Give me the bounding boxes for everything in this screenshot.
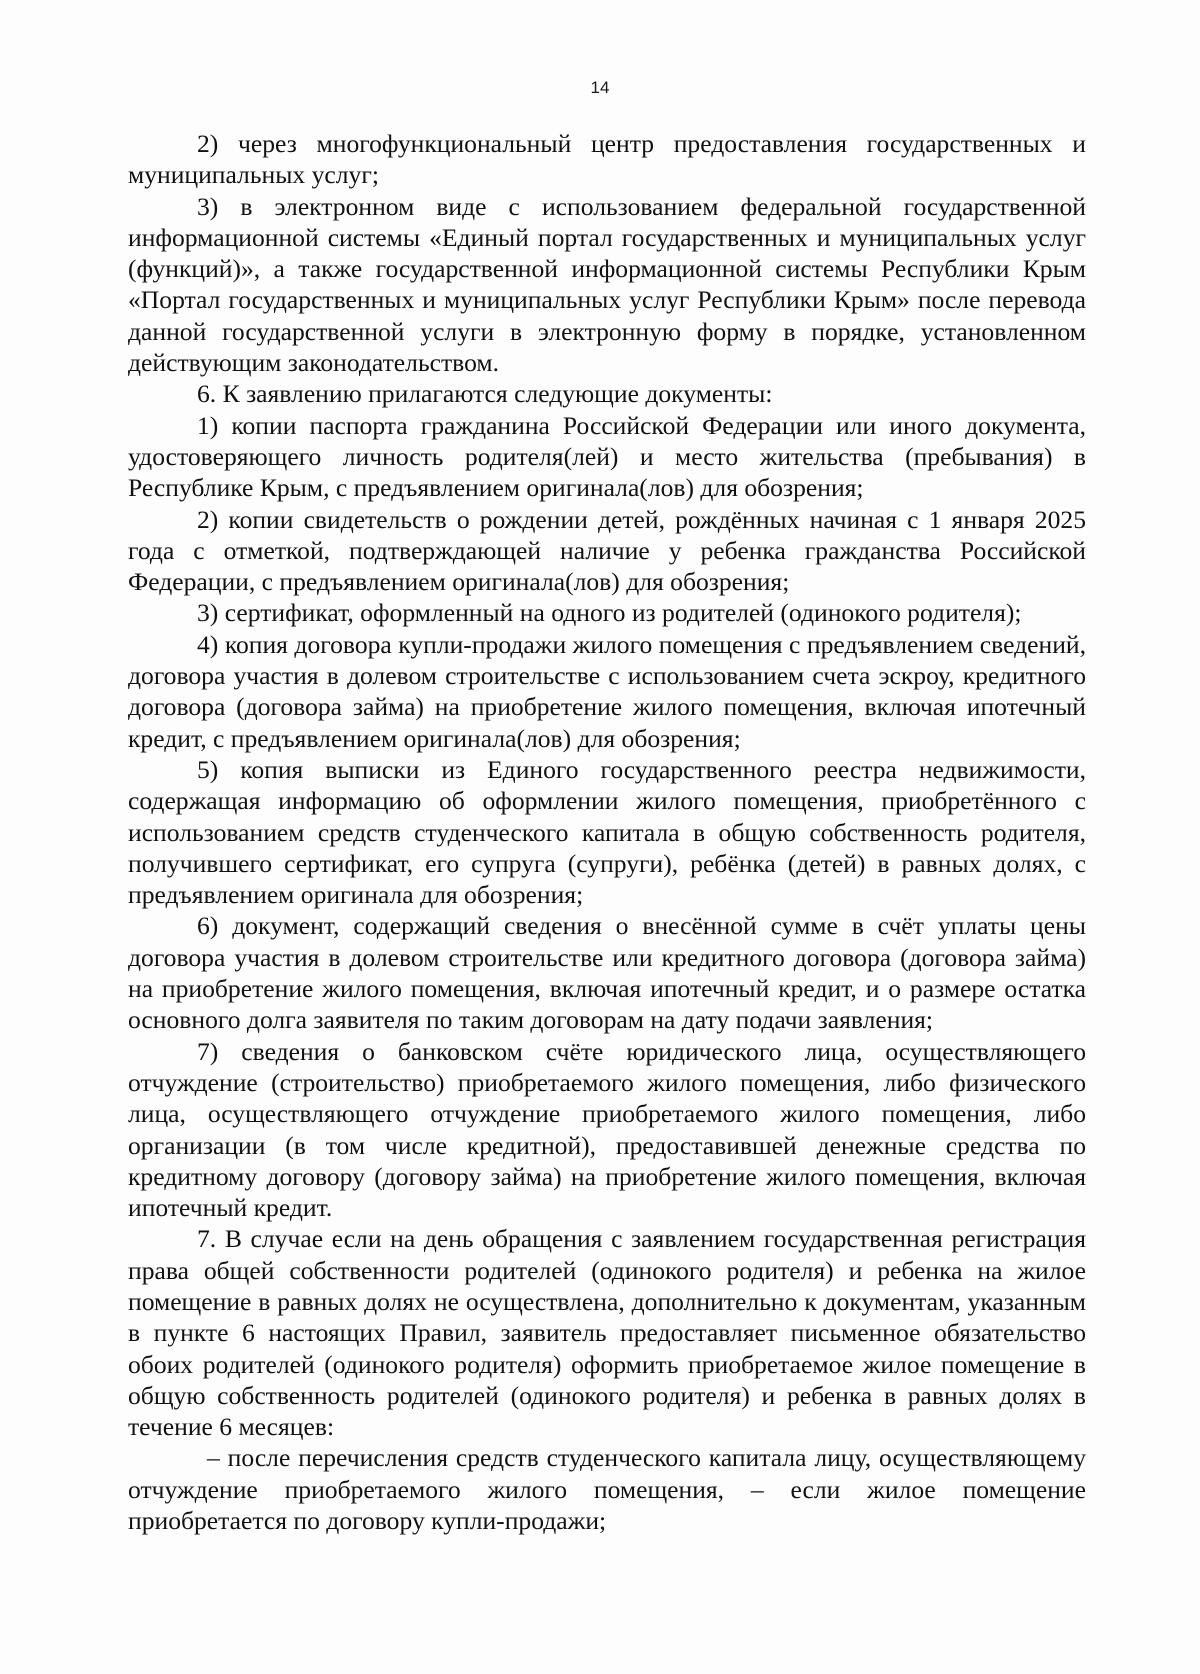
paragraph-clause-7: 7. В случае если на день обращения с заявлением государственная регистрация права общей собственности родителей (одинокого родителя) и ребенка на жилое помещение в равных долях не осуществлена, дополнительно к документам, указанным в пункте 6 настоящих Правил, заявитель предоставляет письменное обязательство обоих родителей (одинокого родителя) оформить приобретаемое жилое помещение в общую собственность родителей (одинокого родителя) и ребенка в равных долях в течение 6 месяцев: [128, 1224, 1086, 1442]
paragraph-clause-6: 6. К заявлению прилагаются следующие документы: [197, 379, 773, 409]
paragraph-doc-2-birth-certificates: 2) копии свидетельств о рождении детей, рождённых начиная с 1 января 2025 года с отметкой, подтверждающей наличие у ребенка гражданства Российской Федерации, с предъявлением оригинала(лов) для обозрения; [128, 504, 1086, 597]
paragraph-item-3-electronic: 3) в электронном виде с использованием федеральной государственной информационной системы «Единый портал государственных и муниципальных услуг (функций)», а также государственной информационной системы Республики Крым «Портал государственных и муниципальных услуг Республики Крым» после перевода данной государственной услуги в электронную форму в порядке, установленном действующим законодательством. [128, 191, 1086, 378]
paragraph-item-2-mfc: 2) через многофункциональный центр предоставления государственных и муниципальных услуг; [128, 129, 1086, 190]
paragraph-doc-3-certificate: 3) сертификат, оформленный на одного из родителей (одинокого родителя); [197, 598, 1022, 628]
paragraph-doc-4-contract: 4) копия договора купли-продажи жилого помещения с предъявлением сведений, договора участия в долевом строительстве с использованием счета эскроу, кредитного договора (договора займа) на приобретение жилого помещения, включая ипотечный кредит, с предъявлением оригинала(лов) для обозрения; [128, 629, 1086, 753]
paragraph-doc-5-registry-extract: 5) копия выписки из Единого государственного реестра недвижимости, содержащая информацию об оформлении жилого помещения, приобретённого с использованием средств студенческого капитала в общую собственность родителя, получившего сертификат, его супруга (супруги), ребёнка (детей) в равных долях, с предъявлением оригинала для обозрения; [128, 754, 1086, 910]
paragraph-doc-1-passport: 1) копии паспорта гражданина Российской Федерации или иного документа, удостоверяющего личность родителя(лей) и место жительства (пребывания) в Республике Крым, с предъявлением оригинала(лов) для обозрения; [128, 410, 1086, 503]
page-number: 14 [590, 78, 610, 97]
paragraph-doc-7-bank-account: 7) сведения о банковском счёте юридического лица, осуществляющего отчуждение (строительство) приобретаемого жилого помещения, либо физического лица, осуществляющего отчуждение приобретаемого жилого помещения, либо организации (в том числе кредитной), предоставившей денежные средства по кредитному договору (договору займа) на приобретение жилого помещения, включая ипотечный кредит. [128, 1036, 1086, 1223]
document-body [128, 128, 1086, 1536]
paragraph-dash-item: – после перечисления средств студенческого капитала лицу, осуществляющему отчуждение приобретаемого жилого помещения, – если жилое помещение приобретается по договору купли-продажи; [128, 1443, 1086, 1536]
paragraph-doc-6-payment-info: 6) документ, содержащий сведения о внесённой сумме в счёт уплаты цены договора участия в долевом строительстве или кредитного договора (договора займа) на приобретение жилого помещения, включая ипотечный кредит, и о размере остатка основного долга заявителя по таким договорам на дату подачи заявления; [128, 911, 1086, 1035]
